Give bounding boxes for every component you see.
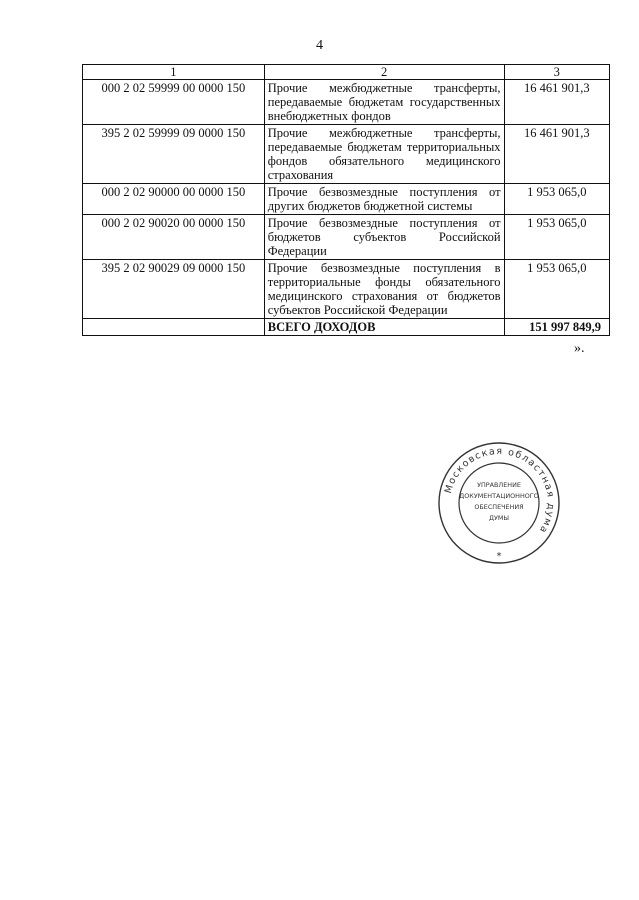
stamp-line-1: УПРАВЛЕНИЕ (477, 481, 521, 489)
table-row (83, 80, 610, 125)
stamp-outer-text: Московская областная дума (442, 445, 557, 536)
row-amount: 16 461 901,3 (504, 80, 609, 125)
table-row (83, 184, 610, 215)
closing-quote: ». (574, 341, 585, 356)
stamp-line-2: ДОКУМЕНТАЦИОННОГО (459, 492, 539, 500)
total-label: ВСЕГО ДОХОДОВ (264, 319, 504, 336)
row-name: Прочие межбюджетные трансферты, передаваемые бюджетам государственных внебюджетных фондов (264, 80, 504, 125)
row-name: Прочие безвозмездные поступления от других бюджетов бюджетной системы (264, 184, 504, 215)
row-code: 000 2 02 59999 00 0000 150 (83, 80, 265, 125)
stamp-line-3: ОБЕСПЕЧЕНИЯ (474, 503, 524, 511)
row-amount: 1 953 065,0 (504, 215, 609, 260)
total-row (83, 319, 610, 336)
row-name: Прочие безвозмездные поступления в территориальные фонды обязательного медицинского страхования от бюджетов субъектов Российской Федерации (264, 260, 504, 319)
table-header-row (83, 65, 610, 80)
row-name: Прочие безвозмездные поступления от бюджетов субъектов Российской Федерации (264, 215, 504, 260)
row-code: 395 2 02 59999 09 0000 150 (83, 125, 265, 184)
row-code: 395 2 02 90029 09 0000 150 (83, 260, 265, 319)
column-header-2: 2 (264, 65, 504, 80)
table-row (83, 260, 610, 319)
stamp-star: * (496, 551, 502, 562)
row-name: Прочие межбюджетные трансферты, передаваемые бюджетам территориальных фондов обязательного медицинского страхования (264, 125, 504, 184)
official-stamp (436, 440, 562, 566)
total-amount: 151 997 849,9 (504, 319, 609, 336)
row-code: 000 2 02 90020 00 0000 150 (83, 215, 265, 260)
table-row (83, 125, 610, 184)
stamp-line-4: ДУМЫ (488, 514, 510, 522)
column-header-1: 1 (83, 65, 265, 80)
table-row (83, 215, 610, 260)
row-amount: 16 461 901,3 (504, 125, 609, 184)
column-header-3: 3 (504, 65, 609, 80)
row-amount: 1 953 065,0 (504, 184, 609, 215)
row-code: 000 2 02 90000 00 0000 150 (83, 184, 265, 215)
row-amount: 1 953 065,0 (504, 260, 609, 319)
page-number: 4 (316, 38, 323, 53)
total-code-cell (83, 319, 265, 336)
revenue-table (82, 64, 610, 336)
